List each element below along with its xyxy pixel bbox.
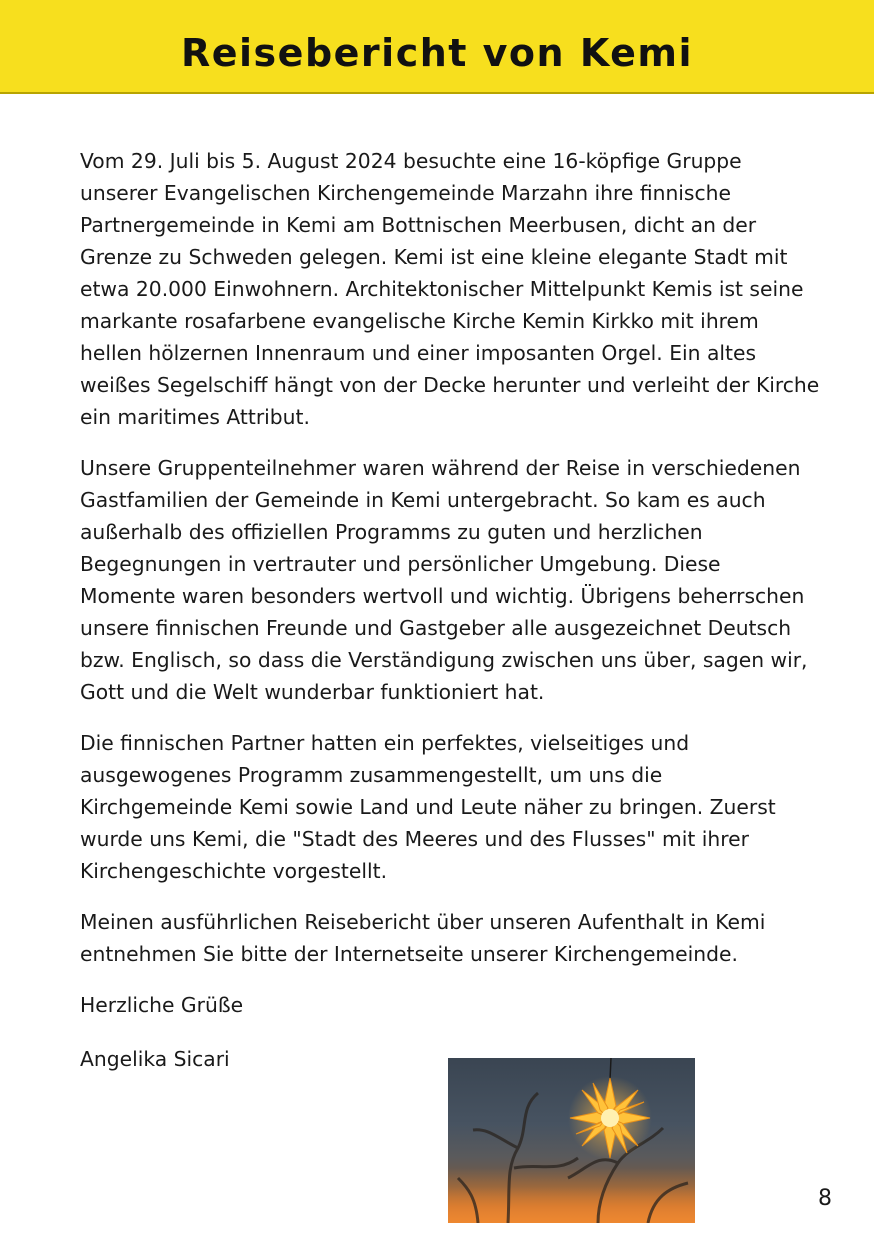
article-paragraph-2: Unsere Gruppenteilnehmer waren während der Reise in verschiedenen Gastfamilien der Gemeinde in Kemi untergebracht. So kam es auch außerhalb des offiziellen Programms zu guten und herzlichen Begegnungen in vertrauter und persönlicher Umgebung. Diese Momente waren besonders wertvoll und wichtig. Übrigens beherrschen unsere finnischen Freunde und Gastgeber alle ausgezeichnet Deutsch bzw. Englisch, so dass die Verständigung zwischen uns über, sagen wir, Gott und die Welt wunderbar funktioniert hat. [80, 456, 808, 704]
page-header [0, 0, 874, 94]
article-paragraph-1: Vom 29. Juli bis 5. August 2024 besuchte eine 16-köpfige Gruppe unserer Evangelischen Kirchengemeinde Marzahn ihre finnische Partnergemeinde in Kemi am Bottnischen Meerbusen, dicht an der Grenze zu Schweden gelegen. Kemi ist eine kleine elegante Stadt mit etwa 20.000 Einwohnern. Architektonischer Mittelpunkt Kemis ist seine markante rosafarbene evangelische Kirche Kemin Kirkko mit ihrem hellen hölzernen Innenraum und einer imposanten Orgel. Ein altes weißes Segelschiff hängt von der Decke herunter und verleiht der Kirche ein maritimes Attribut. [80, 149, 820, 429]
greeting: Herzliche Grüße [80, 993, 244, 1017]
article-paragraph-3: Die finnischen Partner hatten ein perfektes, vielseitiges und ausgewogenes Programm zusammengestellt, um uns die Kirchgemeinde Kemi sowie Land und Leute näher zu bringen. Zuerst wurde uns Kemi, die "Stadt des Meeres und des Flusses" mit ihrer Kirchengeschichte vorgestellt. [80, 731, 776, 883]
article-body [80, 145, 820, 1097]
star-lantern-photo [448, 1058, 695, 1223]
page-number: 8 [818, 1186, 832, 1211]
star-lantern-icon [448, 1058, 695, 1223]
article-paragraph-4: Meinen ausführlichen Reisebericht über unseren Aufenthalt in Kemi entnehmen Sie bitte der Internetseite unserer Kirchengemeinde. [80, 910, 766, 966]
signature: Angelika Sicari [80, 1047, 230, 1071]
page-title: Reisebericht von Kemi [181, 31, 693, 75]
